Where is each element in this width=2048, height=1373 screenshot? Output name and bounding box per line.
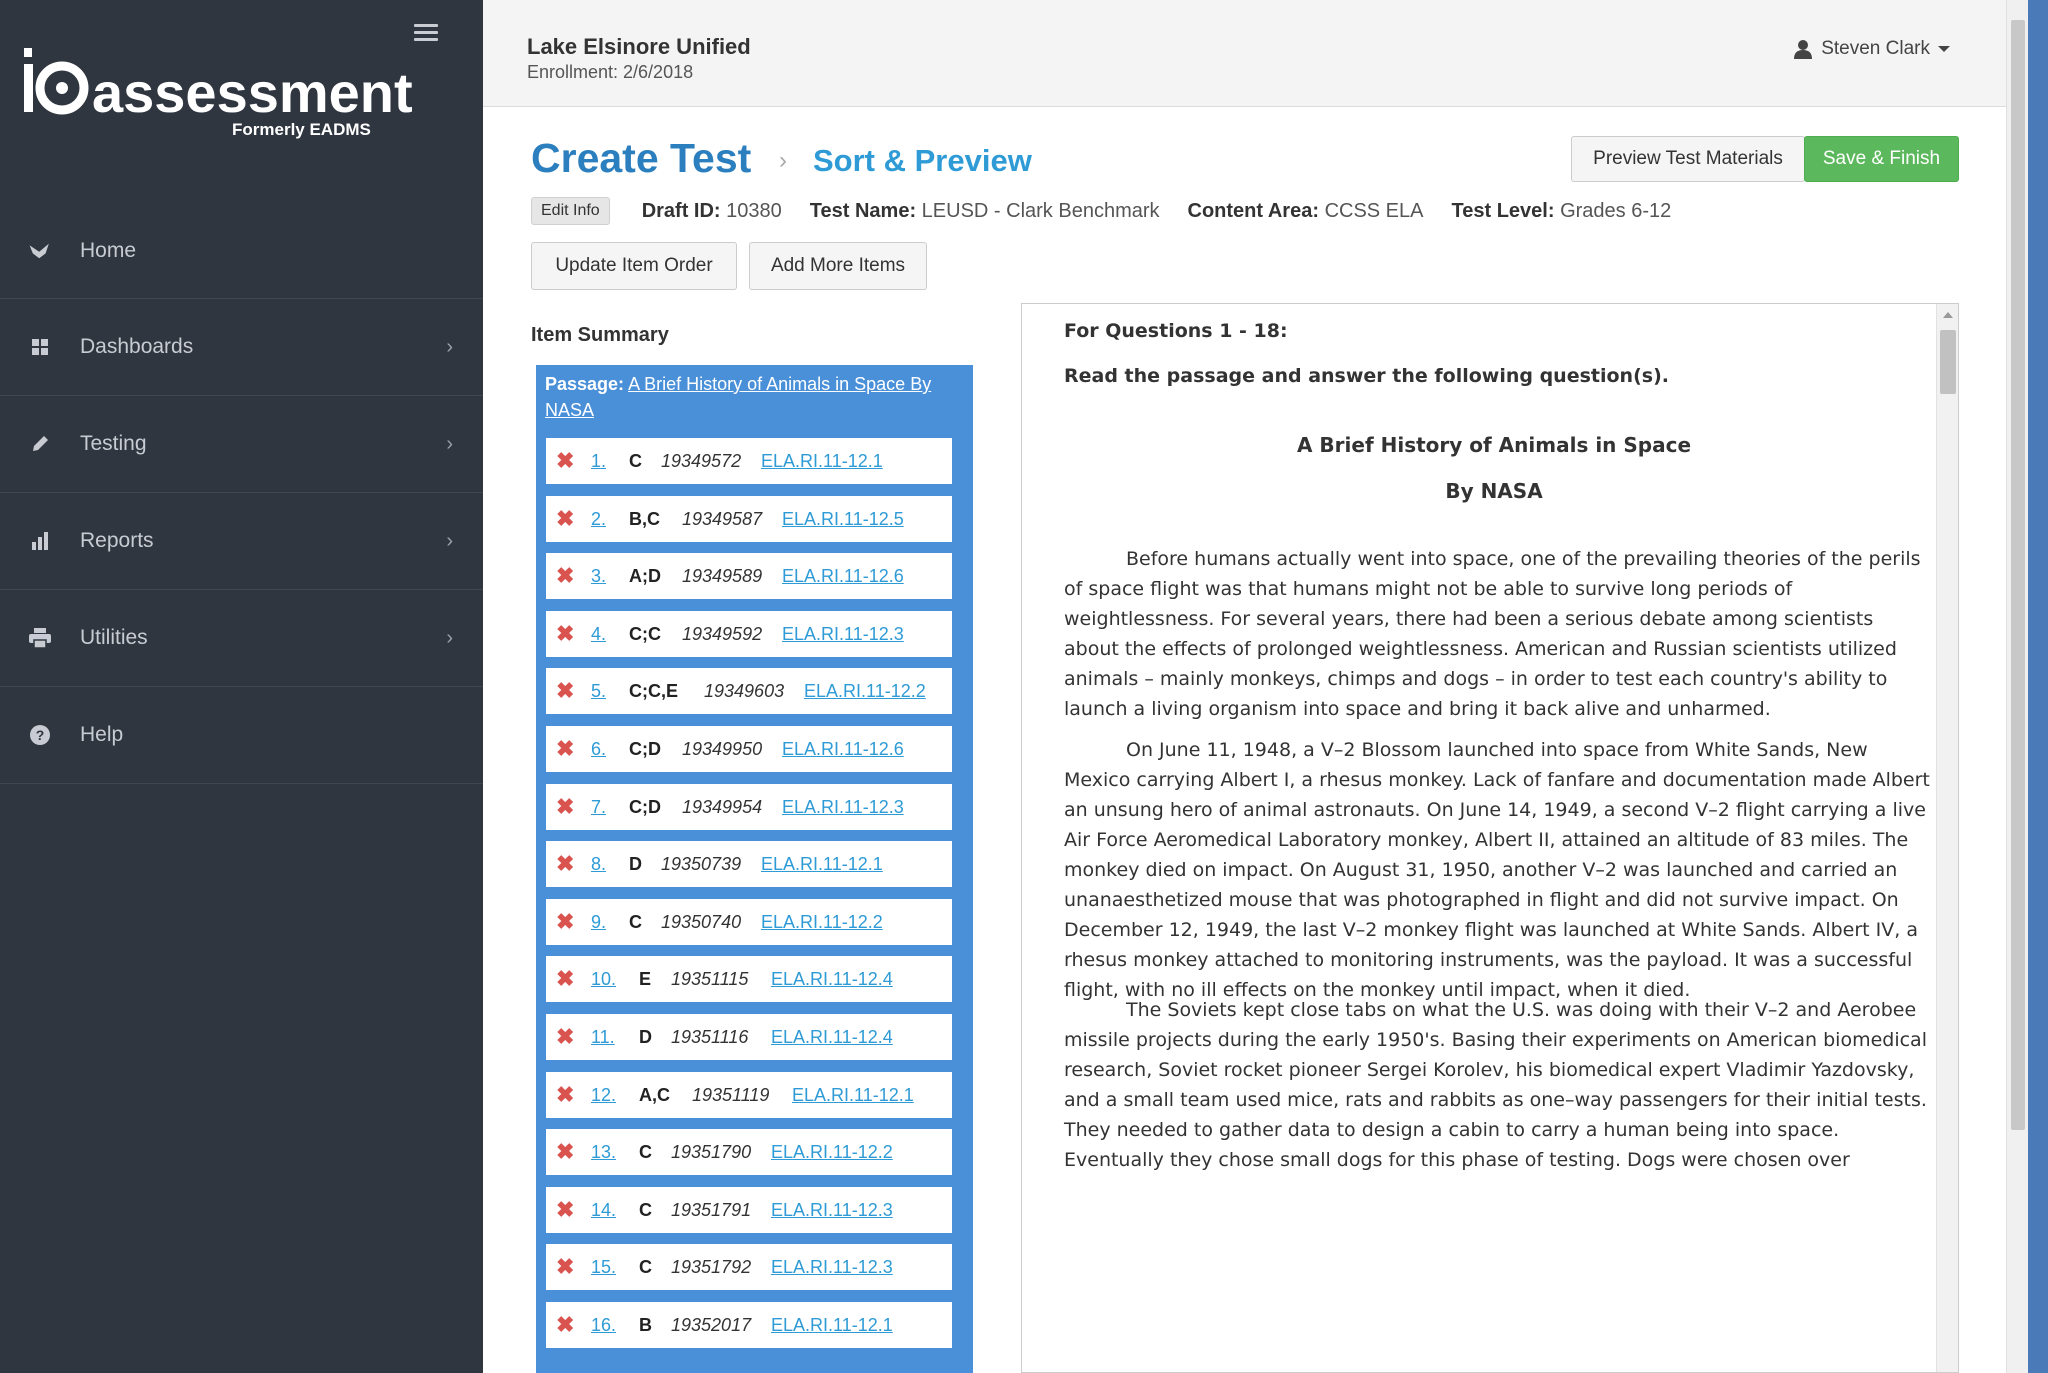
hamburger-menu-icon[interactable] — [414, 24, 438, 44]
home-icon — [28, 239, 52, 263]
item-id: 19349592 — [682, 623, 763, 644]
item-id: 19351119 — [692, 1084, 770, 1105]
test-level: Test Level: Grades 6-12 — [1451, 199, 1672, 222]
item-summary-title: Item Summary — [531, 324, 669, 346]
item-number-link[interactable]: 10. — [591, 968, 617, 989]
dashboard-icon — [28, 335, 52, 359]
breadcrumb-sort-preview: Sort & Preview — [813, 143, 1032, 178]
scrollbar-thumb[interactable] — [1940, 330, 1956, 394]
item-standard-link[interactable]: ELA.RI.11-12.6 — [782, 738, 904, 759]
pencil-icon — [28, 432, 52, 456]
chevron-right-icon: › — [446, 335, 453, 358]
item-answer-key: C;D — [629, 738, 661, 759]
sidebar-nav — [0, 204, 483, 784]
item-row[interactable] — [546, 1072, 952, 1118]
item-answer-key: A;D — [629, 565, 661, 586]
chevron-right-icon: › — [446, 529, 453, 552]
item-number-link[interactable]: 2. — [591, 508, 607, 529]
item-row[interactable] — [546, 956, 952, 1002]
item-row[interactable] — [546, 1014, 952, 1060]
item-id: 19349603 — [704, 680, 785, 701]
item-id: 19351115 — [671, 968, 749, 989]
item-answer-key: C;C — [629, 623, 661, 644]
item-number-link[interactable]: 1. — [591, 450, 607, 471]
remove-item-icon[interactable]: ✖ — [556, 909, 575, 934]
passage-title: A Brief History of Animals in Space — [1296, 433, 1692, 457]
remove-item-icon[interactable]: ✖ — [556, 1139, 575, 1164]
item-answer-key: C — [639, 1141, 652, 1162]
item-standard-link[interactable]: ELA.RI.11-12.2 — [761, 911, 883, 932]
item-standard-link[interactable]: ELA.RI.11-12.1 — [761, 853, 883, 874]
item-id: 19351116 — [671, 1026, 749, 1047]
sidebar-item-dashboards[interactable] — [0, 299, 483, 396]
item-standard-link[interactable]: ELA.RI.11-12.6 — [782, 565, 904, 586]
edit-info-button[interactable]: Edit Info — [531, 197, 610, 225]
caret-down-icon — [1938, 45, 1950, 53]
sidebar-item-help[interactable] — [0, 687, 483, 784]
update-item-order-button[interactable]: Update Item Order — [531, 242, 737, 290]
chevron-right-icon: › — [446, 432, 453, 455]
sidebar-item-label: Reports — [80, 529, 154, 552]
item-row[interactable] — [546, 668, 952, 714]
item-id: 19349587 — [682, 508, 763, 529]
passage-paragraph: On June 11, 1948, a V–2 Blossom launched into space from White Sands, New Mexico carrying Albert I, a rhesus monkey. Lack of fanfare and documentation made Albert an unsung hero of animal astronauts. On June 14, 1949, a second V–2 flight carrying a live Air Force Aeromedical Laboratory monkey, Albert II, attained an altitude of 83 miles. The monkey died on impact. On August 31, 1950, another V–2 was launched and carried an unanaesthetized mouse that was photographed in flight and did not survive impact. On December 12, 1949, the last V–2 monkey flight was launched at White Sands. Albert IV, a rhesus monkey attached to monitoring instruments, was the payload. It was a successful flight, with no ill effects on the monkey until impact, when it died. — [1064, 739, 1930, 1001]
passage-paragraph: Before humans actually went into space, one of the prevailing theories of the perils of space flight was that humans might not be able to survive long periods of weightlessness. For several years, there had been a serious debate among scientists about the effects of prolonged weightlessness. American and Russian scientists utilized animals – mainly monkeys, chimps and dogs – in order to test each country's ability to launch a living organism into space and bring it back alive and unharmed. — [1064, 548, 1921, 720]
item-row[interactable] — [546, 496, 952, 542]
item-id: 19349589 — [682, 565, 763, 586]
item-number-link[interactable]: 11. — [591, 1026, 615, 1047]
add-more-items-button[interactable]: Add More Items — [749, 242, 927, 290]
item-number-link[interactable]: 4. — [591, 623, 607, 644]
page-scrollbar-thumb[interactable] — [2011, 20, 2025, 1130]
passage-header — [536, 365, 973, 429]
item-answer-key: C — [629, 450, 642, 471]
remove-item-icon[interactable]: ✖ — [556, 506, 575, 531]
item-id: 19351791 — [671, 1199, 752, 1220]
item-id: 19349950 — [682, 738, 763, 759]
item-standard-link[interactable]: ELA.RI.11-12.3 — [771, 1256, 893, 1277]
item-number-link[interactable]: 12. — [591, 1084, 617, 1105]
item-standard-link[interactable]: ELA.RI.11-12.4 — [771, 1026, 893, 1047]
item-row[interactable] — [546, 899, 952, 945]
item-standard-link[interactable]: ELA.RI.11-12.3 — [782, 623, 904, 644]
passage-label: Passage: — [545, 374, 625, 394]
item-standard-link[interactable]: ELA.RI.11-12.3 — [782, 796, 904, 817]
passage-link[interactable]: A Brief History of Animals in Space By NASA — [545, 374, 932, 420]
main-content — [483, 107, 2006, 1373]
sidebar-item-testing[interactable] — [0, 396, 483, 493]
item-answer-key: D — [639, 1026, 652, 1047]
item-number-link[interactable]: 16. — [591, 1314, 617, 1335]
sidebar-item-reports[interactable] — [0, 493, 483, 590]
item-answer-key: D — [629, 853, 642, 874]
user-menu[interactable] — [1793, 38, 1950, 60]
item-answer-key: E — [639, 968, 652, 989]
preview-scrollbar[interactable] — [1936, 304, 1958, 1372]
item-row[interactable] — [546, 1129, 952, 1175]
desktop-background — [2028, 0, 2048, 1373]
item-row[interactable] — [546, 726, 952, 772]
item-number-link[interactable]: 14. — [591, 1199, 617, 1220]
remove-item-icon[interactable]: ✖ — [556, 794, 575, 819]
item-standard-link[interactable]: ELA.RI.11-12.3 — [771, 1199, 893, 1220]
item-id: 19349954 — [682, 796, 763, 817]
chevron-right-icon: › — [446, 626, 453, 649]
breadcrumb-create-test[interactable]: Create Test — [531, 135, 752, 181]
item-number-link[interactable]: 5. — [591, 680, 607, 701]
breadcrumb-separator: › — [779, 147, 787, 174]
svg-text:assessment: assessment — [92, 61, 413, 124]
item-summary-panel — [536, 365, 973, 1373]
sidebar-item-label: Home — [80, 239, 137, 262]
item-answer-key: C — [639, 1256, 652, 1277]
enrollment-date: Enrollment: 2/6/2018 — [527, 62, 694, 82]
svg-text:?: ? — [35, 727, 45, 743]
item-row[interactable] — [546, 1302, 952, 1348]
remove-item-icon[interactable]: ✖ — [556, 1312, 575, 1337]
item-answer-key: C — [629, 911, 642, 932]
item-number-link[interactable]: 6. — [591, 738, 607, 759]
remove-item-icon[interactable]: ✖ — [556, 966, 575, 991]
item-number-link[interactable]: 8. — [591, 853, 607, 874]
sidebar-item-label: Testing — [80, 432, 147, 455]
page-scrollbar[interactable] — [2006, 0, 2028, 1373]
item-row[interactable] — [546, 1187, 952, 1233]
bar-chart-icon — [28, 529, 52, 553]
remove-item-icon[interactable]: ✖ — [556, 1197, 575, 1222]
sidebar-item-utilities[interactable] — [0, 590, 483, 687]
question-icon — [28, 723, 52, 747]
item-standard-link[interactable]: ELA.RI.11-12.4 — [771, 968, 893, 989]
draft-id: Draft ID: 10380 — [641, 199, 782, 222]
sidebar-item-home[interactable] — [0, 204, 483, 299]
top-header — [483, 0, 2006, 107]
item-row[interactable] — [546, 841, 952, 887]
remove-item-icon[interactable]: ✖ — [556, 621, 575, 646]
remove-item-icon[interactable]: ✖ — [556, 1082, 575, 1107]
remove-item-icon[interactable]: ✖ — [556, 563, 575, 588]
item-number-link[interactable]: 9. — [591, 911, 607, 932]
remove-item-icon[interactable]: ✖ — [556, 851, 575, 876]
item-row[interactable] — [546, 438, 952, 484]
item-number-link[interactable]: 13. — [591, 1141, 617, 1162]
remove-item-icon[interactable]: ✖ — [556, 678, 575, 703]
item-id: 19350739 — [661, 853, 742, 874]
remove-item-icon[interactable]: ✖ — [556, 1024, 575, 1049]
preview-test-materials-button[interactable]: Preview Test Materials — [1571, 136, 1805, 182]
item-row[interactable] — [546, 553, 952, 599]
printer-icon — [28, 626, 52, 650]
passage-byline: By NASA — [1445, 479, 1543, 503]
item-answer-key: B — [639, 1314, 652, 1335]
save-finish-button[interactable]: Save & Finish — [1804, 136, 1959, 182]
item-id: 19350740 — [661, 911, 742, 932]
test-meta — [531, 195, 1699, 227]
item-answer-key: C;D — [629, 796, 661, 817]
item-answer-key: B,C — [629, 508, 660, 529]
item-number-link[interactable]: 15. — [591, 1256, 617, 1277]
item-standard-link[interactable]: ELA.RI.11-12.2 — [804, 680, 926, 701]
user-icon — [1793, 39, 1813, 59]
item-standard-link[interactable]: ELA.RI.11-12.1 — [792, 1084, 914, 1105]
scroll-up-arrow-icon[interactable] — [1943, 312, 1953, 318]
for-questions-heading: For Questions 1 - 18: — [1064, 320, 1288, 342]
test-name: Test Name: LEUSD - Clark Benchmark — [809, 199, 1160, 222]
sidebar-item-label: Dashboards — [80, 335, 194, 358]
instruction-heading: Read the passage and answer the following question(s). — [1064, 365, 1669, 387]
item-id: 19352017 — [671, 1314, 752, 1335]
item-row[interactable] — [546, 611, 952, 657]
svg-text:Formerly EADMS: Formerly EADMS — [232, 120, 371, 139]
district-name: Lake Elsinore Unified — [527, 34, 751, 59]
item-row[interactable] — [546, 784, 952, 830]
item-standard-link[interactable]: ELA.RI.11-12.1 — [771, 1314, 893, 1335]
item-row[interactable] — [546, 1244, 952, 1290]
item-id: 19349572 — [661, 450, 742, 471]
item-standard-link[interactable]: ELA.RI.11-12.5 — [782, 508, 904, 529]
remove-item-icon[interactable]: ✖ — [556, 448, 575, 473]
sidebar — [0, 0, 483, 1373]
item-answer-key: C — [639, 1199, 652, 1220]
item-id: 19351790 — [671, 1141, 752, 1162]
item-answer-key: A,C — [639, 1084, 670, 1105]
item-number-link[interactable]: 7. — [591, 796, 607, 817]
io-assessment-logo[interactable] — [20, 40, 460, 140]
item-answer-key: C;C,E — [629, 680, 678, 701]
sidebar-item-label: Utilities — [80, 626, 148, 649]
item-standard-link[interactable]: ELA.RI.11-12.2 — [771, 1141, 893, 1162]
item-standard-link[interactable]: ELA.RI.11-12.1 — [761, 450, 883, 471]
passage-paragraph: The Soviets kept close tabs on what the U.S. was doing with their V–2 and Aerobee missile projects during the early 1950's. Basing their experiments on American biomedical research, Soviet rocket pioneer Sergei Korolev, his biomedical expert Vladimir Yazdovsky, and a small team used mice, rats and rabbits as one–way passengers for their initial tests. They needed to gather data to design a cabin to carry a human being into space. Eventually they chose small dogs for this phase of testing. Dogs were chosen over — [1064, 999, 1927, 1171]
item-number-link[interactable]: 3. — [591, 565, 607, 586]
remove-item-icon[interactable]: ✖ — [556, 1254, 575, 1279]
user-name: Steven Clark — [1821, 38, 1930, 59]
sidebar-item-label: Help — [80, 723, 124, 746]
content-area: Content Area: CCSS ELA — [1187, 199, 1424, 222]
passage-preview[interactable] — [1021, 303, 1959, 1373]
remove-item-icon[interactable]: ✖ — [556, 736, 575, 761]
item-id: 19351792 — [671, 1256, 752, 1277]
